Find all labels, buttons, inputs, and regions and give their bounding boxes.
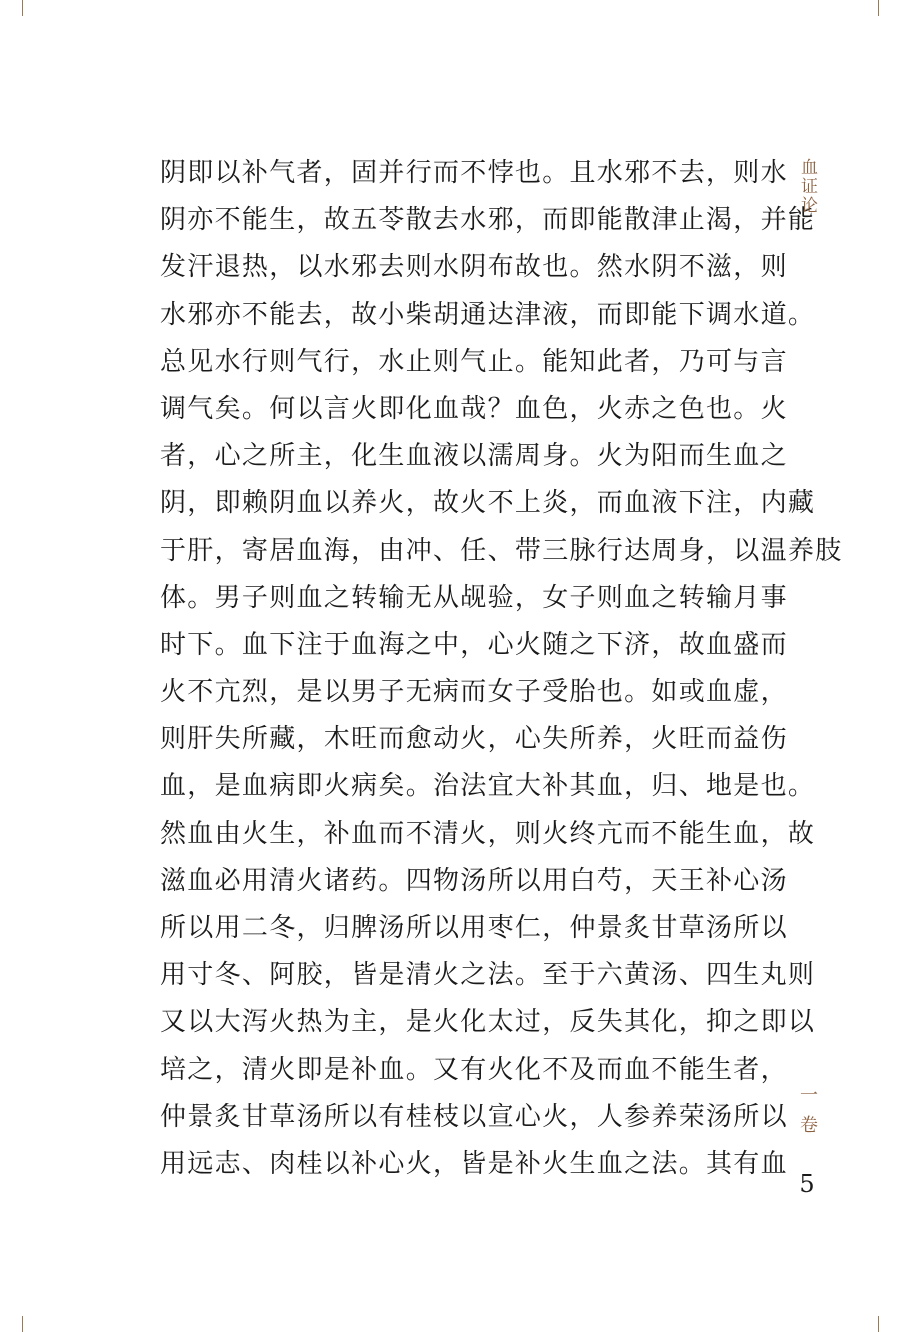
text-line: 发汗退热，以水邪去则水阴布故也。然水阴不滋，则 <box>160 252 788 283</box>
text-line: 则肝失所藏，木旺而愈动火，心失所养，火旺而益伤 <box>160 724 788 755</box>
text-line: 阴，即赖阴血以养火，故火不上炎，而血液下注，内藏 <box>160 488 816 519</box>
text-line: 调气矣。何以言火即化血哉？血色，火赤之色也。火 <box>160 393 788 424</box>
running-head-volume: 一卷 <box>797 1085 818 1145</box>
text-line: 阴亦不能生，故五苓散去水邪，而即能散津止渴，并能 <box>160 205 816 236</box>
text-line: 用远志、肉桂以补心火，皆是补火生血之法。其有血 <box>160 1148 788 1179</box>
text-line: 培之，清火即是补血。又有火化不及而血不能生者， <box>160 1054 788 1085</box>
text-line: 滋血必用清火诸药。四物汤所以用白芍，天王补心汤 <box>160 865 788 896</box>
text-line: 于肝，寄居血海，由冲、任、带三脉行达周身，以温养肢 <box>160 535 843 566</box>
text-line: 仲景炙甘草汤所以有桂枝以宣心火，人参养荣汤所以 <box>160 1101 788 1132</box>
text-line: 者，心之所主，化生血液以濡周身。火为阳而生血之 <box>160 441 788 472</box>
text-line: 体。男子则血之转输无从觇验，女子则血之转输月事 <box>160 582 788 613</box>
text-line: 用寸冬、阿胶，皆是清火之法。至于六黄汤、四生丸则 <box>160 960 816 991</box>
running-head-book-title: 血证论 <box>797 158 817 215</box>
text-line: 火不亢烈，是以男子无病而女子受胎也。如或血虚， <box>160 677 788 708</box>
text-line: 总见水行则气行，水止则气止。能知此者，乃可与言 <box>160 346 788 377</box>
page-number: 5 <box>799 1170 815 1198</box>
crop-mark-top-left <box>0 0 23 16</box>
text-line: 血，是血病即火病矣。治法宜大补其血，归、地是也。 <box>160 771 816 802</box>
text-line: 又以大泻火热为主，是火化太过，反失其化，抑之即以 <box>160 1007 816 1038</box>
text-line: 然血由火生，补血而不清火，则火终亢而不能生血，故 <box>160 818 816 849</box>
crop-mark-top-right <box>878 0 901 16</box>
crop-mark-bottom-left <box>0 1316 23 1332</box>
text-line: 时下。血下注于血海之中，心火随之下济，故血盛而 <box>160 629 788 660</box>
text-line: 所以用二冬，归脾汤所以用枣仁，仲景炙甘草汤所以 <box>160 913 788 943</box>
text-line: 阴即以补气者，固并行而不悖也。且水邪不去，则水 <box>160 158 788 188</box>
crop-mark-bottom-right <box>878 1316 901 1332</box>
text-line: 水邪亦不能去，故小柴胡通达津液，而即能下调水道。 <box>160 299 816 330</box>
